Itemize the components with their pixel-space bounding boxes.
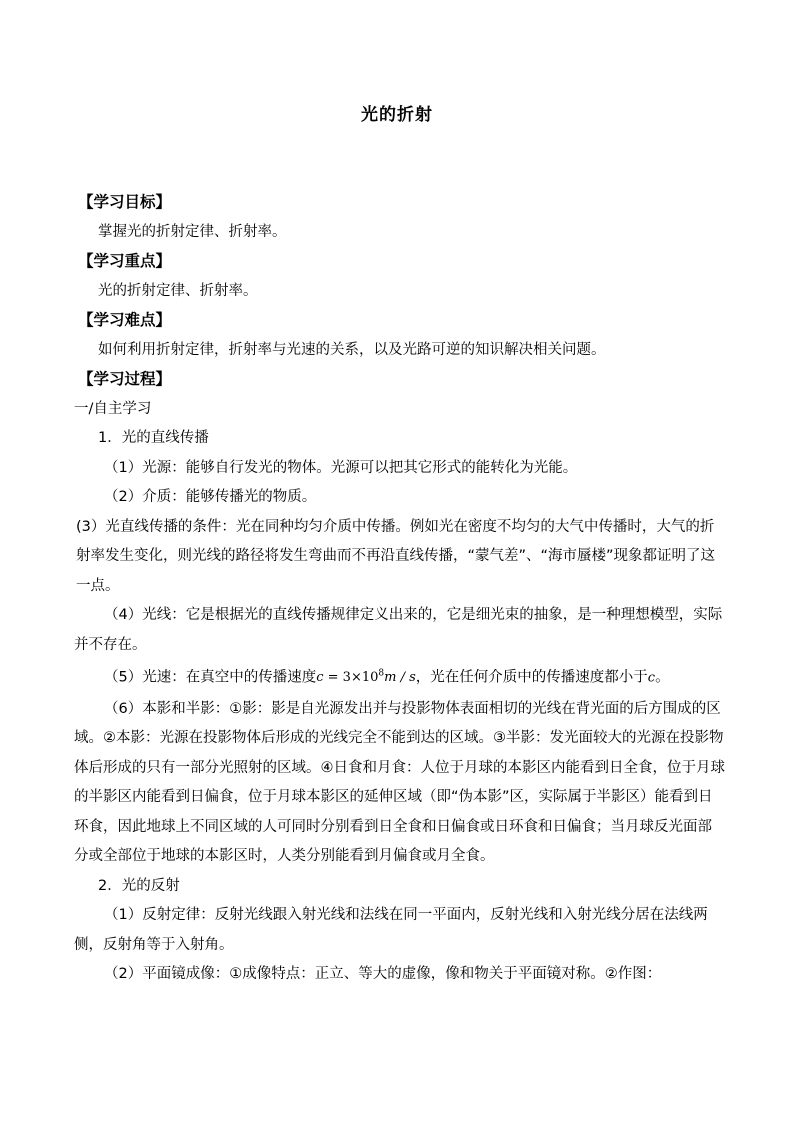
page-title: 光的折射 <box>361 105 433 125</box>
paragraph-medium: （2）介质：能够传播光的物质。 <box>104 489 317 505</box>
paragraph-light-source: （1）光源：能够自行发光的物体。光源可以把其它形式的能转化为光能。 <box>104 459 578 476</box>
speed-formula <box>316 670 416 685</box>
document-body <box>74 188 726 990</box>
speed-text-b: ，光在任何介质中的传播速度都小于 <box>415 669 648 686</box>
paragraph-plane-mirror: （2）平面镜成像：①成像特点：正立、等大的虚像，像和物关于平面镜对称。②作图： <box>104 966 662 983</box>
section-heading-key: 【学习重点】 <box>78 252 172 270</box>
section-heading-process: 【学习过程】 <box>78 370 172 388</box>
speed-text-d: 。 <box>655 669 670 686</box>
subsection-straight-propagation: 1．光的直线传播 <box>98 430 209 446</box>
paragraph-propagation-condition: (3）光直线传播的条件：光在同种均匀介质中传播。例如光在密度不均匀的大气中传播时，大气的折射率发生变化，则光线的路径将发生弯曲而不再沿直线传播，“蒙气差”、“海市蜃楼”现象都证明了这一点。 <box>76 518 716 594</box>
goal-text: 掌握光的折射定律、折射率。 <box>98 223 287 240</box>
paragraph-shadow: （6）本影和半影：①影：影是自光源发出并与投影物体表面相切的光线在背光面的后方围成的区域。②本影：光源在投影物体后形成的光线完全不能到达的区域。③半影：发光面较大的光源在投影物体后形成的只有一部分光照射的区域。④日食和月食：人位于月球的本影区内能看到日全食，位于月球的半影区内能看到日偏食，位于月球本影区的延伸区域（即“伪本影”区，实际属于半影区）能看到日环食，因此地球上不同区域的人可同时分别看到日全食和日偏食或日环食和日偏食；当月球反光面部分或全部位于地球的本影区时，人类分别能看到月偏食或月全食。 <box>74 700 725 865</box>
formula-exponent: 8 <box>378 669 385 679</box>
subsection-reflection: 2．光的反射 <box>98 877 180 894</box>
paragraph-reflection-law: （1）反射定律：反射光线跟入射光线和法线在同一平面内，反射光线和入射光线分居在法线两侧，反射角等于入射角。 <box>74 907 708 953</box>
speed-symbol-c: c <box>647 670 656 686</box>
speed-text-a: （5）光速：在真空中的传播速度 <box>104 669 317 686</box>
part-one-label: 一/自主学习 <box>74 400 152 417</box>
difficult-text: 如何利用折射定律，折射率与光速的关系，以及光路可逆的知识解决相关问题。 <box>98 341 606 358</box>
paragraph-light-speed <box>74 660 726 693</box>
formula-unit: m / s <box>384 670 416 686</box>
formula-value: = 3×10 <box>323 670 379 686</box>
paragraph-light-ray: （4）光线：它是根据光的直线传播规律定义出来的，它是细光束的抽象，是一种理想模型，实际并不存在。 <box>74 607 723 653</box>
section-heading-goal: 【学习目标】 <box>78 193 172 211</box>
section-heading-difficult: 【学习难点】 <box>78 311 172 329</box>
key-text: 光的折射定律、折射率。 <box>98 282 258 299</box>
formula-c: c <box>316 670 324 686</box>
